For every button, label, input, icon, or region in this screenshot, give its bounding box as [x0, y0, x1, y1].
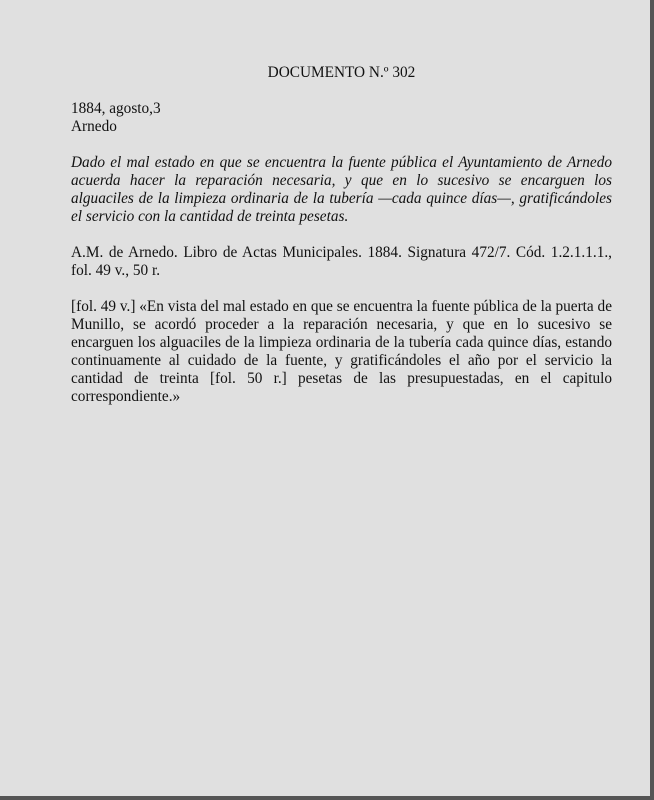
document-title: DOCUMENTO N.º 302 — [267, 64, 416, 81]
document-transcription: [fol. 49 v.] «En vista del mal estado en que se encuentra la fuente pública de la puerta de Munillo, se acordó proceder a la reparación necesaria, y que en lo sucesivo se encarguen los alguaciles de la limpieza ordinaria de la tubería cada quince días, estando continuamente al cuidado de la fuente, y gratificándoles el año por el servicio la cantidad de treinta [fol. 50 r.] pesetas de las presupuestadas, en el capitulo correspondiente.» — [71, 298, 612, 405]
document-date: 1884, agosto,3 — [71, 100, 161, 117]
archival-source: A.M. de Arnedo. Libro de Actas Municipales. 1884. Signatura 472/7. Cód. 1.2.1.1.1., fol. 49 v., 50 r. — [71, 244, 612, 279]
document-body — [71, 64, 612, 406]
document-place: Arnedo — [71, 118, 117, 135]
document-summary: Dado el mal estado en que se encuentra la fuente pública el Ayuntamiento de Arnedo acuerda hacer la reparación necesaria, y que en lo sucesivo se encarguen los alguaciles de la limpieza ordinaria de la tubería —cada quince días—, gratificándoles el servicio con la cantidad de treinta pesetas. — [71, 154, 612, 225]
